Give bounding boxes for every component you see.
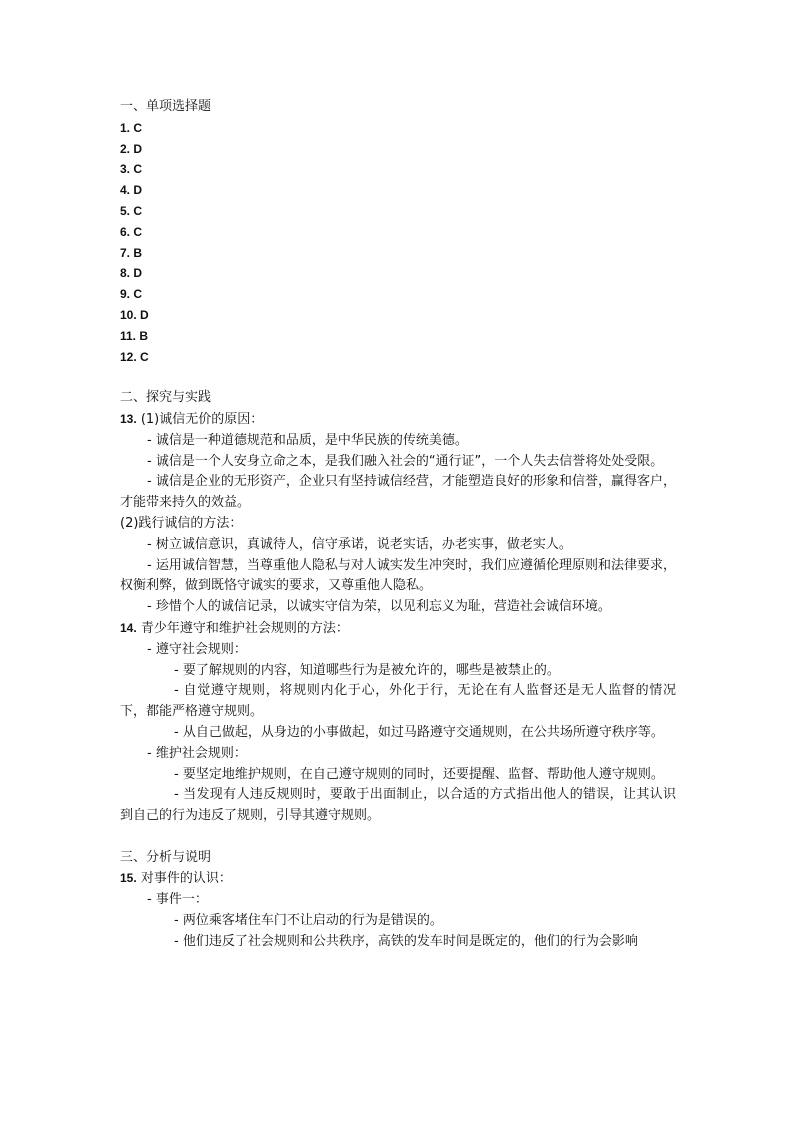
question-13-part2-item: - 珍惜个人的诚信记录，以诚实守信为荣，以见利忘义为耻，营造社会诚信环境。 <box>147 599 611 615</box>
question-13-part1-item: - 诚信是企业的无形资产，企业只有坚持诚信经营，才能塑造良好的形象和信誉，赢得客户，才能带来持久的效益。 <box>120 474 676 511</box>
question-15-heading <box>120 868 676 890</box>
section-title-single-choice: 一、单项选择题 <box>120 99 212 114</box>
question-15-title: 对事件的认识： <box>140 871 232 887</box>
answer-item: 1. C <box>120 120 143 135</box>
question-14-maintain-title: - 维护社会规则： <box>147 745 247 761</box>
question-14-follow-item: - 要了解规则的内容，知道哪些行为是被允许的，哪些是被禁止的。 <box>174 662 560 678</box>
answer-item: 6. C <box>120 224 143 239</box>
answer-item: 3. C <box>120 162 143 177</box>
question-14-follow-item: - 自觉遵守规则，将规则内化于心，外化于行，无论在有人监督还是无人监督的情况下，都能严格遵守规则。 <box>120 683 676 720</box>
answer-document <box>120 97 676 953</box>
question-number: 14. <box>120 620 137 635</box>
question-14-title: 青少年遵守和维护社会规则的方法： <box>140 620 349 636</box>
question-14-maintain-item: - 当发现有人违反规则时，要敢于出面制止，以合适的方式指出他人的错误，让其认识到自己的行为违反了规则，引导其遵守规则。 <box>120 787 676 824</box>
answer-item: 5. C <box>120 203 143 218</box>
question-number: 13. <box>120 411 137 426</box>
answer-list <box>120 118 676 368</box>
question-14-follow-item: - 从自己做起，从身边的小事做起，如过马路遵守交通规则，在公共场所遵守秩序等。 <box>174 724 664 740</box>
question-14-heading <box>120 618 676 640</box>
question-15-event1-item: - 他们违反了社会规则和公共秩序，高铁的发车时间是既定的，他们的行为会影响 <box>174 933 638 949</box>
question-13-part1-item: - 诚信是一种道德规范和品质，是中华民族的传统美德。 <box>147 432 468 448</box>
answer-item: 4. D <box>120 183 143 198</box>
question-13-part1-item: - 诚信是一个人安身立命之本，是我们融入社会的“通行证”，一个人失去信誉将处处受限。 <box>147 453 664 469</box>
answer-item: 12. C <box>120 349 149 364</box>
question-13-part1-title: (1)诚信无价的原因： <box>140 411 264 427</box>
spacer <box>120 367 676 388</box>
question-15-event1-title: - 事件一： <box>147 892 208 908</box>
answer-item: 8. D <box>120 266 143 281</box>
section-title-inquiry-practice: 二、探究与实践 <box>120 390 212 406</box>
question-14-follow-title: - 遵守社会规则： <box>147 641 247 657</box>
answer-item: 9. C <box>120 287 143 302</box>
answer-item: 11. B <box>120 328 149 343</box>
answer-item: 7. B <box>120 245 143 260</box>
section-title-analysis: 三、分析与说明 <box>120 849 212 865</box>
answer-item: 2. D <box>120 141 143 156</box>
question-13-part2-item: - 树立诚信意识，真诚待人，信守承诺，说老实话，办老实事，做老实人。 <box>147 536 572 552</box>
question-14-maintain-item: - 要坚定地维护规则，在自己遵守规则的同时，还要提醒、监督、帮助他人遵守规则。 <box>174 766 664 782</box>
question-13-part2-title: (2)践行诚信的方法： <box>120 515 243 531</box>
question-15-event1-item: - 两位乘客堵住车门不让启动的行为是错误的。 <box>174 913 443 929</box>
question-13-heading <box>120 409 676 431</box>
answer-item: 10. D <box>120 307 149 322</box>
spacer <box>120 827 676 848</box>
question-number: 15. <box>120 871 137 886</box>
question-13-part2-item: - 运用诚信智慧，当尊重他人隐私与对人诚实发生冲突时，我们应遵循伦理原则和法律要求，权衡利弊，做到既恪守诚实的要求，又尊重他人隐私。 <box>120 557 676 594</box>
